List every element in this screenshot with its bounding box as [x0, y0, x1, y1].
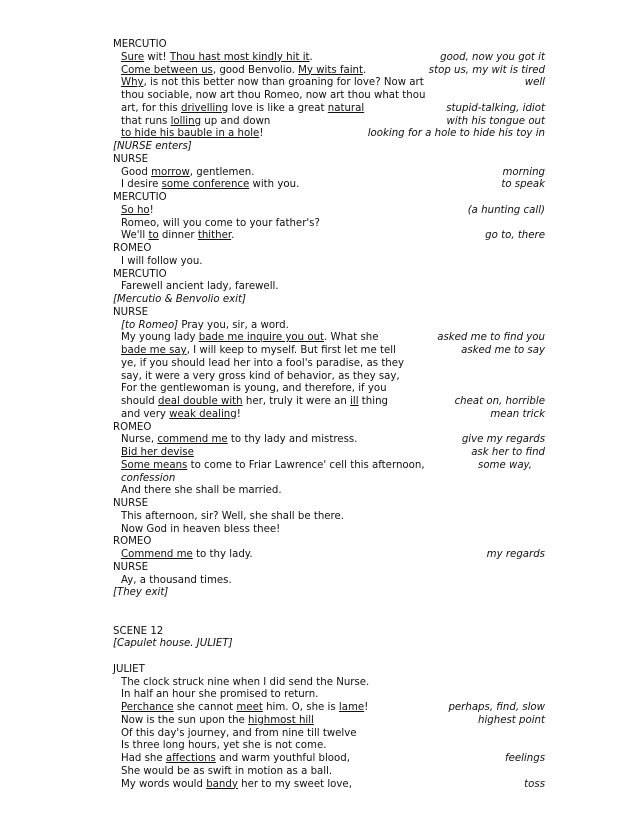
line-text: [113, 523, 280, 536]
text-segment: she cannot: [173, 702, 237, 713]
text-segment: My young lady: [121, 332, 199, 344]
dialogue-line: [113, 688, 545, 701]
text-segment: She would be as swift in motion as a ball.: [121, 765, 333, 777]
glossed-term: meet: [236, 702, 263, 713]
gloss-note: (a hunting call): [467, 204, 545, 216]
text-segment: SCENE 12: [113, 625, 164, 637]
text-segment: up and down: [201, 115, 271, 127]
text-segment: to thy lady.: [192, 549, 253, 560]
text-segment: [NURSE enters]: [113, 141, 192, 152]
line-text: [113, 140, 192, 153]
dialogue-line: [113, 484, 545, 497]
text-segment: MERCUTIO: [113, 192, 167, 203]
line-text: [113, 778, 352, 791]
line-text: [113, 166, 254, 179]
line-text: [113, 625, 163, 638]
dialogue-line: [113, 255, 545, 268]
blank-line: [113, 599, 545, 612]
glossed-term: to: [148, 230, 159, 242]
text-segment: !: [149, 204, 154, 216]
line-text: [113, 217, 320, 230]
dialogue-line: [113, 344, 545, 357]
gloss-note: mean trick: [490, 408, 545, 420]
text-segment: !: [364, 702, 369, 713]
stage-direction-line: [113, 140, 545, 153]
glossed-term: So ho: [121, 204, 150, 216]
text-segment: ROMEO: [113, 536, 152, 548]
gloss-note: well: [524, 77, 545, 89]
glossed-term: bandy: [206, 778, 238, 790]
text-segment: JULIET: [113, 663, 145, 675]
dialogue-line: [113, 127, 545, 140]
text-segment: NURSE: [113, 153, 149, 165]
line-text: [113, 497, 148, 510]
glossed-term: natural: [327, 102, 365, 114]
line-text: [113, 637, 233, 650]
line-text: [113, 306, 148, 319]
line-text: [113, 433, 357, 446]
dialogue-line: [113, 714, 545, 727]
text-segment: Romeo, will you come to your father's?: [121, 217, 320, 229]
glossed-term: Bid her devise: [121, 447, 194, 458]
text-segment: , good Benvolio.: [212, 64, 299, 76]
dialogue-line: [113, 280, 545, 293]
text-segment: love is like a great: [228, 102, 328, 114]
glossed-term: Commend me: [121, 549, 193, 560]
text-segment: confession: [121, 472, 176, 484]
gloss-note: toss: [524, 778, 545, 790]
text-segment: Now God in heaven bless thee!: [121, 523, 281, 535]
text-segment: art, for this: [121, 102, 181, 114]
glossed-term: drivelling: [180, 102, 229, 114]
speaker-line: [113, 306, 545, 319]
text-segment: .: [363, 64, 367, 76]
text-segment: The clock struck nine when I did send the Nurse.: [121, 676, 370, 688]
text-segment: Now is the sun upon the: [121, 714, 249, 726]
line-text: [113, 765, 332, 778]
dialogue-line: [113, 229, 545, 242]
line-text: [113, 255, 203, 268]
speaker-line: [113, 38, 545, 51]
text-segment: dinner: [158, 230, 198, 242]
text-segment: thou sociable, now art thou Romeo, now art thou what thou: [121, 90, 426, 101]
line-text: [113, 535, 151, 548]
text-segment: ye, if you should lead her into a fool's paradise, as they: [121, 357, 405, 369]
speaker-line: [113, 153, 545, 166]
glossed-term: weak dealing: [169, 408, 237, 420]
line-text: [113, 115, 270, 128]
line-text: [113, 586, 168, 599]
speaker-line: [113, 561, 545, 574]
gloss-note: feelings: [504, 753, 545, 764]
speaker-line: [113, 191, 545, 204]
line-text: [113, 191, 167, 204]
dialogue-line: [113, 115, 545, 128]
dialogue-line: [113, 331, 545, 344]
gloss-note: asked me to say: [461, 345, 545, 356]
text-segment: My words would: [121, 778, 207, 790]
speaker-line: [113, 625, 545, 638]
gloss-note: to speak: [501, 179, 545, 191]
text-segment: . What she: [324, 332, 379, 344]
text-segment: NURSE: [113, 498, 149, 509]
dialogue-line: [113, 574, 545, 587]
line-text: [113, 64, 366, 77]
dialogue-line: [113, 89, 545, 102]
text-segment: NURSE: [113, 306, 149, 318]
line-text: [113, 701, 368, 714]
text-segment: should: [121, 396, 158, 407]
dialogue-line: [113, 433, 545, 446]
text-segment: ROMEO: [113, 243, 152, 254]
dialogue-line: [113, 472, 545, 485]
line-text: [113, 676, 369, 689]
text-segment: her to my sweet love,: [237, 778, 352, 790]
line-text: [113, 510, 344, 523]
speaker-line: [113, 268, 545, 281]
dialogue-line: [113, 370, 545, 383]
dialogue-line: [113, 76, 545, 89]
dialogue-line: [113, 217, 545, 230]
dialogue-line: [113, 395, 545, 408]
dialogue-line: [113, 778, 545, 791]
blank-line: [113, 612, 545, 625]
dialogue-line: [113, 319, 545, 332]
text-segment: I will follow you.: [121, 255, 203, 267]
text-segment: and very: [121, 408, 170, 420]
dialogue-line: [113, 382, 545, 395]
gloss-note: morning: [502, 166, 545, 178]
gloss-note: looking for a hole to hide his toy in: [367, 128, 545, 140]
gloss-note: stupid-talking, idiot: [446, 102, 545, 114]
line-text: [113, 319, 289, 332]
dialogue-line: [113, 523, 545, 536]
text-segment: Had she: [121, 753, 166, 764]
line-text: [113, 663, 145, 676]
line-text: [113, 293, 246, 306]
gloss-note: good, now you got it: [440, 51, 545, 63]
gloss-note: my regards: [486, 549, 545, 560]
glossed-term: morrow: [151, 166, 190, 178]
speaker-line: [113, 421, 545, 434]
line-text: [113, 446, 194, 459]
text-segment: !: [259, 128, 264, 140]
line-text: [113, 344, 396, 357]
line-text: [113, 331, 379, 344]
stage-direction-line: [113, 293, 545, 306]
line-text: [113, 370, 400, 383]
text-segment: !: [236, 408, 241, 420]
dialogue-line: [113, 408, 545, 421]
text-segment: [They exit]: [113, 587, 169, 599]
text-segment: Good: [121, 166, 152, 178]
speaker-line: [113, 497, 545, 510]
dialogue-line: [113, 102, 545, 115]
dialogue-line: [113, 459, 545, 472]
line-text: [113, 178, 299, 191]
text-segment: to thy lady and mistress.: [227, 434, 358, 446]
glossed-term: highmost hill: [248, 714, 314, 726]
glossed-term: My wits faint: [298, 64, 363, 76]
text-segment: Ay, a thousand times.: [121, 574, 232, 586]
stage-direction-line: [113, 586, 545, 599]
line-text: [113, 153, 148, 166]
gloss-note: go to, there: [485, 230, 545, 242]
line-text: [113, 102, 364, 115]
line-text: [113, 408, 241, 421]
line-text: [113, 421, 151, 434]
line-text: [113, 280, 279, 293]
glossed-term: deal double with: [158, 396, 243, 407]
glossed-term: lolling: [170, 115, 202, 127]
text-segment: wit!: [144, 51, 170, 63]
text-segment: I desire: [121, 179, 162, 191]
glossed-term: commend me: [157, 434, 228, 446]
glossed-term: Come between us: [121, 64, 213, 76]
line-text: [113, 739, 326, 752]
glossed-term: bade me say: [121, 345, 187, 356]
glossed-term: bade me inquire you out: [198, 332, 325, 344]
line-text: [113, 714, 314, 727]
dialogue-line: [113, 548, 545, 561]
dialogue-line: [113, 765, 545, 778]
text-segment: MERCUTIO: [113, 39, 167, 50]
line-text: [113, 51, 313, 64]
glossed-term: Sure: [121, 51, 145, 63]
text-segment: We'll: [121, 230, 149, 242]
text-segment: For the gentlewoman is young, and therefore, if you: [121, 383, 387, 395]
text-segment: him. O, she is: [262, 702, 339, 713]
line-text: [113, 382, 387, 395]
line-text: [113, 204, 154, 217]
text-segment: And there she shall be married.: [121, 485, 282, 497]
line-text: [113, 229, 234, 242]
line-text: [113, 472, 175, 485]
text-segment: and warm youthful blood,: [215, 753, 350, 764]
text-segment: Is three long hours, yet she is not come.: [121, 740, 327, 752]
text-segment: , gentlemen.: [189, 166, 255, 178]
text-segment: In half an hour she promised to return.: [121, 689, 319, 701]
text-segment: MERCUTIO: [113, 268, 167, 280]
dialogue-line: [113, 64, 545, 77]
line-text: [113, 561, 148, 574]
text-segment: .: [231, 230, 235, 242]
line-text: [113, 38, 167, 51]
text-segment: Of this day's journey, and from nine till twelve: [121, 727, 357, 739]
dialogue-line: [113, 727, 545, 740]
line-text: [113, 727, 357, 740]
gloss-note: perhaps, find, slow: [448, 702, 545, 713]
glossed-term: Why: [121, 77, 144, 89]
text-segment: [Capulet house. JULIET]: [113, 638, 233, 650]
text-segment: .: [309, 51, 313, 63]
gloss-note: highest point: [478, 714, 545, 726]
text-segment: , I will keep to myself. But first let me tell: [186, 345, 396, 356]
speaker-line: [113, 535, 545, 548]
dialogue-line: [113, 51, 545, 64]
gloss-note: give my regards: [461, 434, 545, 446]
glossed-term: to hide his bauble in a hole: [121, 128, 260, 140]
line-text: [113, 357, 404, 370]
dialogue-line: [113, 446, 545, 459]
text-segment: NURSE: [113, 561, 149, 573]
text-segment: Pray you, sir, a word.: [178, 319, 289, 331]
stage-direction-line: [113, 637, 545, 650]
gloss-note: ask her to find: [471, 447, 545, 458]
line-text: [113, 242, 151, 255]
glossed-term: thither: [197, 230, 232, 242]
text-segment: with you.: [249, 179, 300, 191]
speaker-line: [113, 242, 545, 255]
dialogue-line: [113, 752, 545, 765]
text-segment: , is not this better now than groaning for love? Now art: [143, 77, 424, 89]
line-text: [113, 688, 318, 701]
glossed-term: affections: [165, 753, 216, 764]
glossed-term: Perchance: [121, 702, 174, 713]
glossed-term: Some means: [121, 459, 188, 471]
gloss-note: cheat on, horrible: [454, 396, 545, 407]
text-segment: her, truly it were an: [242, 396, 351, 407]
dialogue-line: [113, 701, 545, 714]
glossed-term: ill: [350, 396, 359, 407]
line-text: [113, 395, 388, 408]
text-segment: say, it were a very gross kind of behavior, as they say,: [121, 370, 400, 382]
text-segment: [Mercutio & Benvolio exit]: [113, 294, 246, 305]
dialogue-line: [113, 178, 545, 191]
line-text: [113, 574, 232, 587]
glossed-term: Thou hast most kindly hit it: [169, 51, 310, 63]
dialogue-line: [113, 739, 545, 752]
speaker-line: [113, 663, 545, 676]
blank-line: [113, 650, 545, 663]
line-text: [113, 127, 263, 140]
dialogue-line: [113, 676, 545, 689]
glossed-term: lame: [338, 702, 365, 713]
line-text: [113, 548, 253, 561]
line-text: [113, 484, 282, 497]
text-segment: Farewell ancient lady, farewell.: [121, 281, 279, 293]
line-text: [113, 89, 425, 102]
dialogue-line: [113, 357, 545, 370]
text-segment: ROMEO: [113, 421, 152, 433]
line-text: [113, 76, 424, 89]
dialogue-line: [113, 166, 545, 179]
gloss-note: some way,: [478, 459, 545, 471]
gloss-note: with his tongue out: [446, 115, 545, 127]
line-text: [113, 459, 425, 472]
line-text: [113, 752, 350, 765]
text-segment: thing: [358, 396, 389, 407]
text-segment: that runs: [121, 115, 171, 127]
dialogue-line: [113, 204, 545, 217]
line-text: [113, 268, 167, 281]
text-segment: [to Romeo]: [121, 319, 179, 331]
text-segment: to come to Friar Lawrence' cell this afternoon,: [187, 459, 425, 471]
text-segment: This afternoon, sir? Well, she shall be there.: [121, 510, 345, 522]
dialogue-line: [113, 510, 545, 523]
glossed-term: some conference: [161, 179, 250, 191]
gloss-note: asked me to find you: [437, 332, 545, 344]
text-segment: Nurse,: [121, 434, 158, 446]
gloss-note: stop us, my wit is tired: [428, 64, 545, 76]
